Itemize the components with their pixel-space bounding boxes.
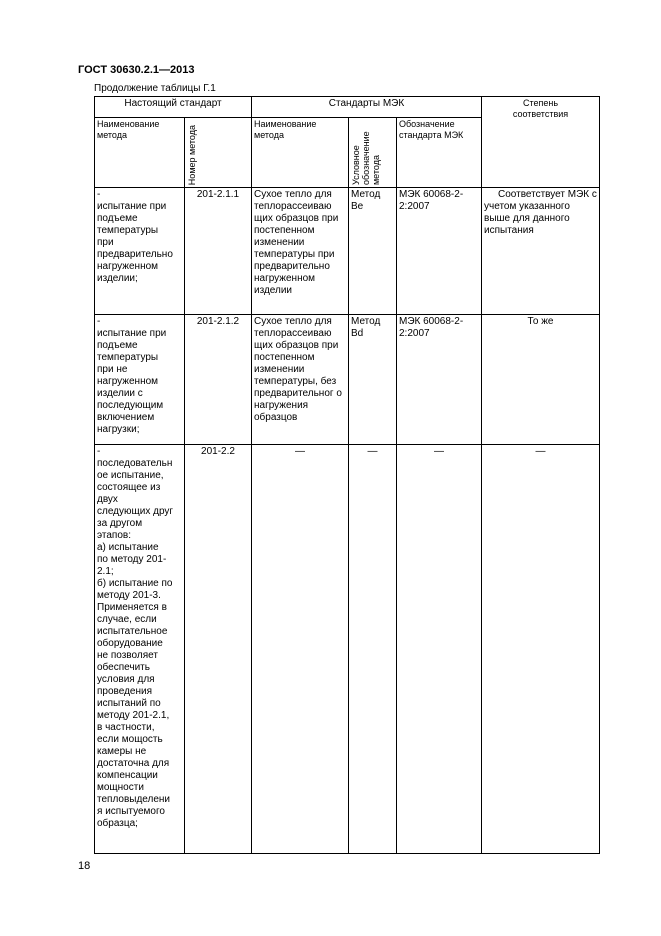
iec-designation-cell: МЭК 60068-2-2:2007 bbox=[397, 188, 482, 315]
iec-designation-cell: — bbox=[397, 445, 482, 854]
document-title: ГОСТ 30630.2.1—2013 bbox=[78, 64, 195, 76]
iec-method-name-cell: Сухое тепло для теплорассеиваю щих образцов при постепенном изменении температуры, без предварительног о нагружения образцов bbox=[252, 315, 349, 445]
header-conditional-designation bbox=[349, 118, 397, 188]
method-number-cell: 201-2.1.1 bbox=[185, 188, 252, 315]
method-name-cell: - последовательн ое испытание, состоящее из двух следующих друг за другом этапов: а) испытание по методу 201- 2.1; б) испытание по методу 201-3. Применяется в случае, если испытательное оборудование не позволяет обеспечить условия для проведения испытаний по методу 201-2.1, в частности, если мощость камеры не достаточна для компенсации мощности тепловыделени я испытуемого образца; bbox=[95, 445, 185, 854]
header-method-number-text: Номер метода bbox=[187, 124, 197, 185]
header-conditional-designation-text: Условное обозначение метода bbox=[351, 131, 381, 185]
method-number-cell: 201-2.2 bbox=[185, 445, 252, 854]
table-row bbox=[95, 188, 600, 315]
conditional-cell: — bbox=[349, 445, 397, 854]
table-row bbox=[95, 315, 600, 445]
table-row bbox=[95, 445, 600, 854]
header-iec-standards: Стандарты МЭК bbox=[252, 97, 482, 118]
header-iec-designation: Обозначение стандарта МЭК bbox=[397, 118, 482, 188]
table-caption: Продолжение таблицы Г.1 bbox=[94, 83, 216, 94]
header-method-name: Наименование метода bbox=[95, 118, 185, 188]
conditional-cell: Метод Bd bbox=[349, 315, 397, 445]
iec-method-name-cell: — bbox=[252, 445, 349, 854]
comparison-table bbox=[94, 96, 600, 854]
conditional-cell: Метод Be bbox=[349, 188, 397, 315]
method-name-cell: - испытание при подъеме температуры при не нагруженном изделии с последующим включением нагрузки; bbox=[95, 315, 185, 445]
iec-designation-cell: МЭК 60068-2-2:2007 bbox=[397, 315, 482, 445]
page-number: 18 bbox=[78, 860, 91, 872]
iec-method-name-cell: Сухое тепло для теплорассеиваю щих образцов при постепенном изменении температуры при предварительно нагруженном изделии bbox=[252, 188, 349, 315]
header-compliance-degree: Степень соответствия bbox=[482, 97, 600, 188]
method-name-cell: - испытание при подъеме температуры при предварительно нагруженном изделии; bbox=[95, 188, 185, 315]
compliance-cell: Соответствует МЭК с учетом указанного выше для данного испытания bbox=[482, 188, 600, 315]
header-national-standard: Настоящий стандарт bbox=[95, 97, 252, 118]
method-number-cell: 201-2.1.2 bbox=[185, 315, 252, 445]
header-method-number bbox=[185, 118, 252, 188]
header-iec-method-name: Наименование метода bbox=[252, 118, 349, 188]
compliance-cell: То же bbox=[482, 315, 600, 445]
compliance-cell: — bbox=[482, 445, 600, 854]
